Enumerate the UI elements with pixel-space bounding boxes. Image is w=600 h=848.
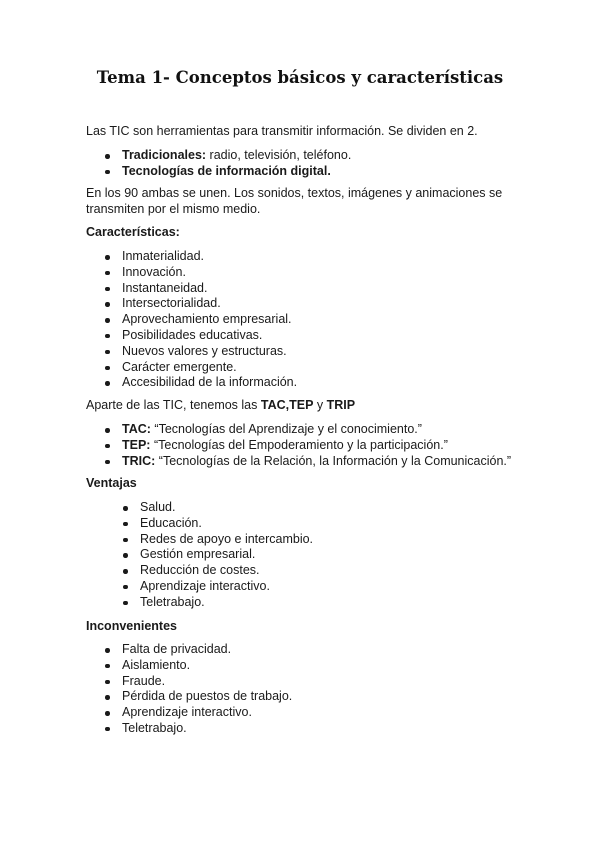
list-item: Aprendizaje interactivo. bbox=[140, 579, 313, 595]
aparte-bold-2: TRIP bbox=[326, 398, 356, 412]
union-paragraph: En los 90 ambas se unen. Los sonidos, textos, imágenes y animaciones se transmiten por el mismo medio. bbox=[86, 186, 503, 216]
list-item: Fraude. bbox=[122, 674, 292, 690]
list-item: Falta de privacidad. bbox=[122, 642, 292, 658]
types-list bbox=[122, 148, 351, 180]
item-label: TEP: bbox=[122, 437, 151, 452]
list-item: Nuevos valores y estructuras. bbox=[122, 344, 297, 360]
list-item: Inmaterialidad. bbox=[122, 249, 297, 265]
caracteristicas-heading: Características: bbox=[86, 225, 180, 239]
list-item: Innovación. bbox=[122, 265, 297, 281]
ventajas-list bbox=[140, 500, 313, 611]
item-label: TRIC: bbox=[122, 453, 156, 468]
list-item: Teletrabajo. bbox=[122, 721, 292, 737]
item-label: Tradicionales: bbox=[122, 148, 207, 162]
item-label: Tecnologías de información digital. bbox=[122, 163, 331, 178]
list-item: Intersectorialidad. bbox=[122, 296, 297, 312]
inconvenientes-heading: Inconvenientes bbox=[86, 619, 177, 633]
list-item: Instantaneidad. bbox=[122, 281, 297, 297]
list-item: Teletrabajo. bbox=[140, 595, 313, 611]
list-item: Carácter emergente. bbox=[122, 360, 297, 376]
list-item bbox=[122, 164, 351, 180]
caracteristicas-list bbox=[122, 249, 297, 391]
list-item: Gestión empresarial. bbox=[140, 547, 313, 563]
aparte-mid: y bbox=[313, 398, 327, 412]
list-item: Pérdida de puestos de trabajo. bbox=[122, 689, 293, 704]
acronyms-list bbox=[122, 422, 511, 469]
list-item: Redes de apoyo e intercambio. bbox=[140, 531, 314, 546]
list-item bbox=[122, 438, 511, 454]
page-title: Tema 1- Conceptos básicos y características bbox=[96, 68, 504, 87]
list-item: Aislamiento. bbox=[122, 658, 292, 674]
aparte-bold-1: TAC,TEP bbox=[260, 398, 314, 412]
item-text: “Tecnologías del Aprendizaje y el conocimiento.” bbox=[150, 422, 422, 436]
ventajas-heading: Ventajas bbox=[86, 476, 137, 490]
list-item: Aprovechamiento empresarial. bbox=[122, 312, 297, 328]
list-item: Reducción de costes. bbox=[140, 563, 313, 579]
item-text: “Tecnologías del Empoderamiento y la participación.” bbox=[150, 437, 448, 452]
list-item: Salud. bbox=[140, 500, 313, 516]
list-item bbox=[122, 148, 351, 164]
list-item: Educación. bbox=[140, 516, 313, 532]
inconvenientes-list bbox=[122, 642, 292, 737]
list-item: Accesibilidad de la información. bbox=[122, 375, 298, 390]
list-item: Posibilidades educativas. bbox=[122, 328, 297, 344]
list-item: Aprendizaje interactivo. bbox=[122, 705, 292, 721]
aparte-paragraph bbox=[86, 398, 526, 414]
item-text: radio, televisión, teléfono. bbox=[206, 148, 352, 162]
list-item bbox=[122, 454, 511, 470]
intro-paragraph: Las TIC son herramientas para transmitir información. Se dividen en 2. bbox=[86, 124, 478, 138]
aparte-prefix: Aparte de las TIC, tenemos las bbox=[86, 398, 261, 412]
item-text: “Tecnologías de la Relación, la Información y la Comunicación.” bbox=[155, 453, 512, 468]
item-label: TAC: bbox=[122, 422, 151, 436]
list-item bbox=[122, 422, 511, 438]
